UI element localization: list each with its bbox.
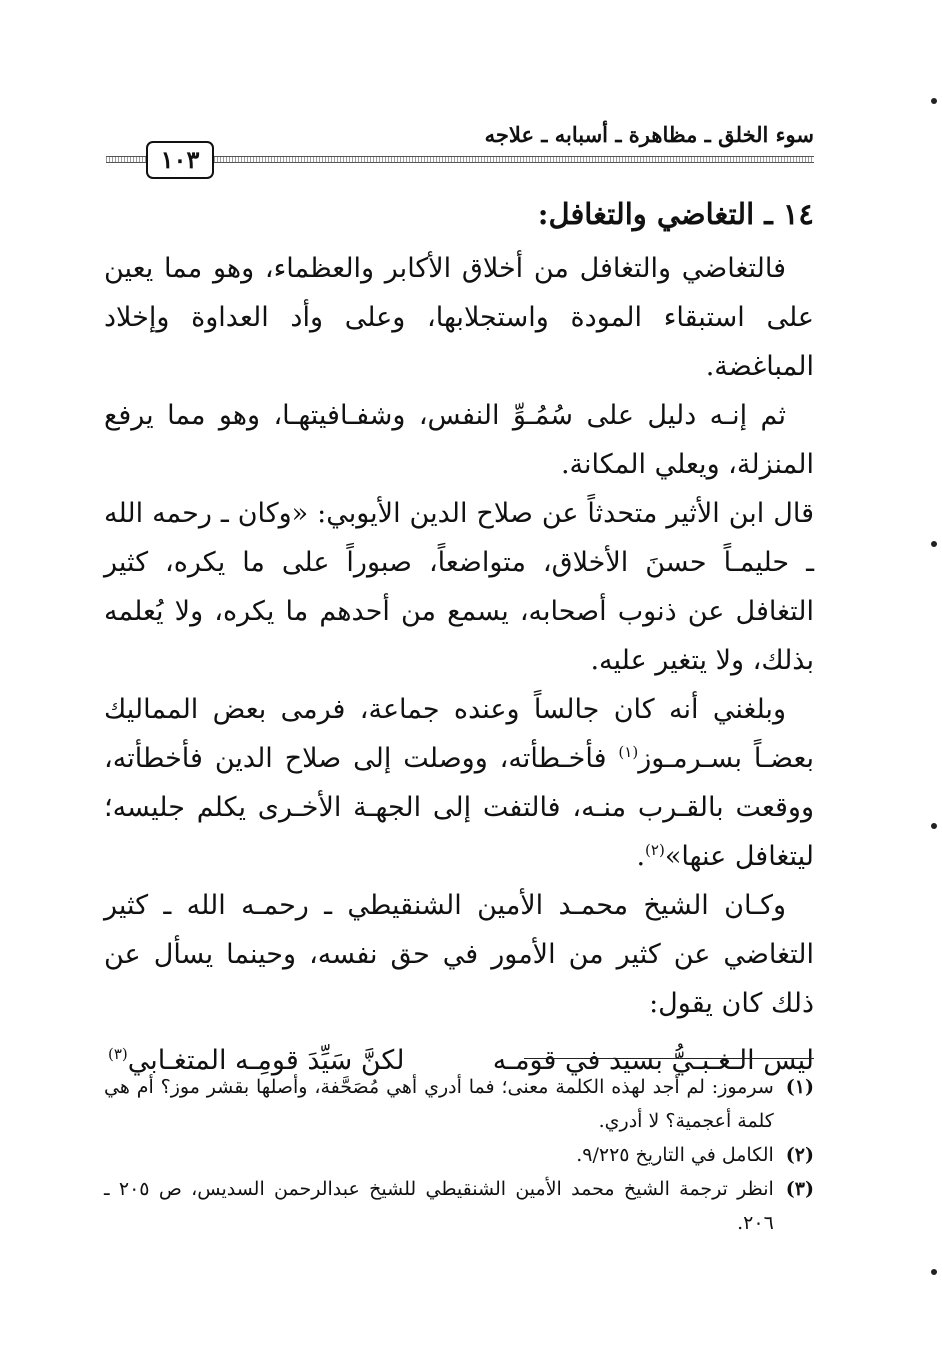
paragraph-3: قال ابن الأثير متحدثاً عن صلاح الدين الأيوبي: «وكان ـ رحمه الله ـ حليمـاً حسنَ الأخلاق، متواضعاً، صبوراً على ما يكره، كثير التغافل عن ذنوب أصحابه، يسمع من أحدهم ما يكره، ولا يُعلمه بذلك، ولا يتغير عليه. (104, 498, 814, 676)
running-header-title: سوء الخلق ـ مظاهرة ـ أسبابه ـ علاجه (484, 122, 814, 147)
paragraph-4-part-1: وبلغني أنه كان جالساً وعنده جماعة، فرمى بعض المماليك بعضـاً بسـرمـوز (104, 694, 814, 774)
footnote-2 (104, 1138, 814, 1172)
footnote-ref-2: (٢) (645, 841, 665, 859)
footnote-3 (104, 1172, 814, 1240)
paragraph-4-end: . (636, 841, 646, 872)
scan-speck (931, 1269, 937, 1275)
paragraph-2: ثم إنـه دليل على سُمُـوِّ النفس، وشفـافيتهـا، وهو مما يرفع المنزلة، ويعلي المكانة. (104, 400, 814, 480)
verse-first-hemistich: ليس الـغـبـيُّ بسيد في قومـه (492, 1045, 814, 1076)
paragraph-1: فالتغاضي والتغافل من أخلاق الأكابر والعظماء، وهو مما يعين على استبقاء المودة واستجلابها، وعلى وأد العداوة وإخلاد المباغضة. (104, 253, 814, 382)
main-text (104, 188, 814, 1085)
footnotes (104, 1070, 814, 1240)
paragraph-4 (104, 685, 814, 881)
footnote-text: انظر ترجمة الشيخ محمد الأمين الشنقيطي للشيخ عبدالرحمن السديس، ص ٢٠٥ ـ ٢٠٦. (104, 1178, 774, 1234)
verse-second-text: لكنَّ سَيِّدَ قومِـه المتغـابي (127, 1045, 405, 1076)
footnote-text: الكامل في التاريخ ٩/٢٢٥. (576, 1144, 774, 1166)
footnote-ref-1: (١) (618, 743, 639, 761)
paragraph-5: وكـان الشيخ محمـد الأمين الشنقيطي ـ رحمـه الله ـ كثير التغاضي عن كثير من الأمور في حق نفسه، وحينما يسأل عن ذلك كان يقول: (104, 890, 814, 1019)
section-title: ١٤ ـ التغاضي والتغافل: (537, 197, 814, 231)
footnote-number: (٣) (785, 1178, 814, 1200)
scan-speck (931, 823, 937, 829)
footnote-number: (٢) (785, 1144, 814, 1166)
footnote-separator (524, 1058, 814, 1059)
footnote-text: سرموز: لم أجد لهذه الكلمة معنى؛ فما أدري أهي مُصَحَّفة، وأصلها بقشر موز؟ أم هي كلمة أعجمية؟ لا أدري. (104, 1076, 774, 1132)
verse-second-hemistich: لكنَّ سَيِّدَ قومِـه المتغـابي(٣) (108, 1036, 405, 1085)
scan-speck (931, 541, 937, 547)
footnote-1 (104, 1070, 814, 1138)
footnote-number: (١) (785, 1076, 814, 1098)
page-number: ١٠٣ (146, 141, 214, 179)
paragraph-4-part-2: فأخـطأته، ووصلت إلى صلاح الدين فأخطأته، ووقعت بالقـرب منـه، فالتفت إلى الجهـة الأخـرى يكلم جليسه؛ ليتغافل عنها» (104, 743, 814, 872)
scan-speck (931, 98, 937, 104)
